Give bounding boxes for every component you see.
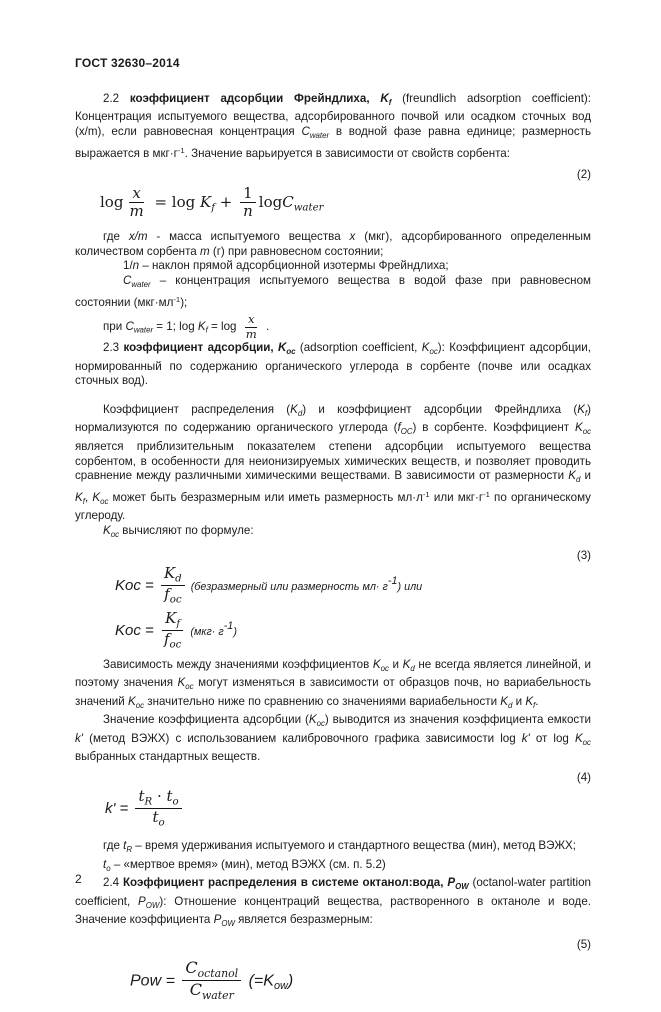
equation-3-formula-line2: Koc = $\frac{K_f}{f_{oc}}$ $(мкг\cdot г^{-1})$ — [115, 609, 237, 651]
equation-5-formula: Pow = $\frac{C_{octanol}}{C_{water}}$ $(=K_{ow})$ — [130, 957, 294, 1002]
equation-3-number: (3) — [576, 548, 591, 562]
paragraph-koc-derivation: Значение коэффициента адсорбции $(K_{oc})$ выводится из значения коэффициента емкости k' (метод ВЭЖХ) с использованием калибровочного графика зависимости log k' от $\log K_{oc}$ выбранных стандартных веществ. — [75, 713, 591, 763]
paragraph-kd-normalization: Коэффициент распределения $(K_d)$ и коэффициент адсорбции Фрейндлиха $(K_f)$ нормализуются по содержанию органического углерода $(f_{OC})$ в сорбенте. Коэффициент $K_{oc}$ является приблизительным показателем степени адсорбции испытуемого вещества сорбентом, в особенности для неионизируемых химических веществ, и позволяет проводить сравнение между различными химическими веществами. В зависимости от размерности $K_d$ и $K_f$, $K_{oc}$ может быть безразмерным или иметь размерность $мл\cdot л^{-1}$ или $мкг\cdot г^{-1}$ по органическому углероду. — [75, 403, 592, 523]
equation-5-block — [75, 938, 591, 1003]
where-clause-eq4-to: $t_o$ – «мертвое время» (мин), метод ВЭЖХ (см. п. 5.2) — [103, 857, 386, 873]
document-content — [75, 56, 591, 1012]
paragraph-2-2: 2.2 коэффициент адсорбции Фрейндлиха, $K_f$ (freundlich adsorption coefficient): Концентрация испытуемого вещества, адсорбированного почвой или осадком сточных вод (x/m), если равновесная концентрация $C_{water}$ в водной фазе равна единице; размерность выражается в $мкг\cdot г^{-1}$. Значение варьируется в зависимости от свойств сорбента: — [75, 92, 592, 160]
equation-4-block — [75, 771, 591, 830]
equation-4-formula: k' = $\frac{t_R \cdot t_o}{t_o}$ — [105, 788, 591, 830]
paragraph-koc-formula-intro: $K_{oc}$ вычисляют по формуле: — [103, 524, 254, 539]
where-clause-eq4-tr: где $t_R$ – время удерживания испытуемого и стандартного вещества (мин), метод ВЭЖХ; — [103, 839, 577, 854]
definition-cwater: $C_{water}$ – концентрация испытуемого вещества в водой фазе при равновесном состоянии $(мкг\cdot мл^{-1})$; — [75, 274, 591, 309]
condition-cwater-line: при $C_{water} = 1$; $\log K_f = \log$ $\frac{x}{m}$ . — [103, 312, 270, 341]
definition-1n: 1/n – наклон прямой адсорбционной изотермы Фрейндлиха; — [123, 259, 449, 273]
paragraph-2-4: 2.4 Коэффициент распределения в системе октанол:вода, $P_{OW}$ (octanol-water partition coefficient, $P_{OW}$): Отношение концентраций вещества, растворенного в октаноле и воде. Значение коэффициента $P_{OW}$ является безразмерным: — [75, 876, 591, 928]
equation-2-number: (2) — [576, 167, 591, 181]
where-clause-eq2: где x/m - масса испытуемого вещества x (мкг), адсорбированного определенным количеством сорбента m (г) при равновесном состоянии; — [75, 230, 591, 258]
equation-4-number: (4) — [576, 770, 591, 784]
equation-2-block — [75, 168, 591, 221]
paragraph-2-3: 2.3 коэффициент адсорбции, $K_{oc}$ (adsorption coefficient, $K_{oc}$): Коэффициент адсорбции, нормированный по содержанию органического углерода в сорбенте (почве или осадках сточных вод). — [75, 341, 591, 388]
equation-5-number: (5) — [576, 937, 591, 951]
document-header: ГОСТ 32630–2014 — [75, 56, 180, 70]
page-number: 2 — [75, 872, 82, 886]
equation-3-formula-line1: Koc = $\frac{K_d}{f_{oc}}$ (безразмерный или размерность $мл\cdot г^{-1}$) или — [115, 563, 423, 606]
equation-3-block — [75, 549, 591, 652]
paragraph-koc-kd-relation: Зависимость между значениями коэффициентов $K_{oc}$ и $K_d$ не всегда является линейной, и поэтому значения $K_{oc}$ могут изменяться в зависимости от образцов почв, но вариабельность значений $K_{oc}$ значительно ниже по сравнению со значениями вариабельности $K_d$ и $K_f$. — [75, 657, 591, 710]
equation-2-formula: log $\frac{x}{m}$ = $\log K_f$ + $\frac{1}{n}$ logC$_{water}$ — [100, 183, 324, 220]
